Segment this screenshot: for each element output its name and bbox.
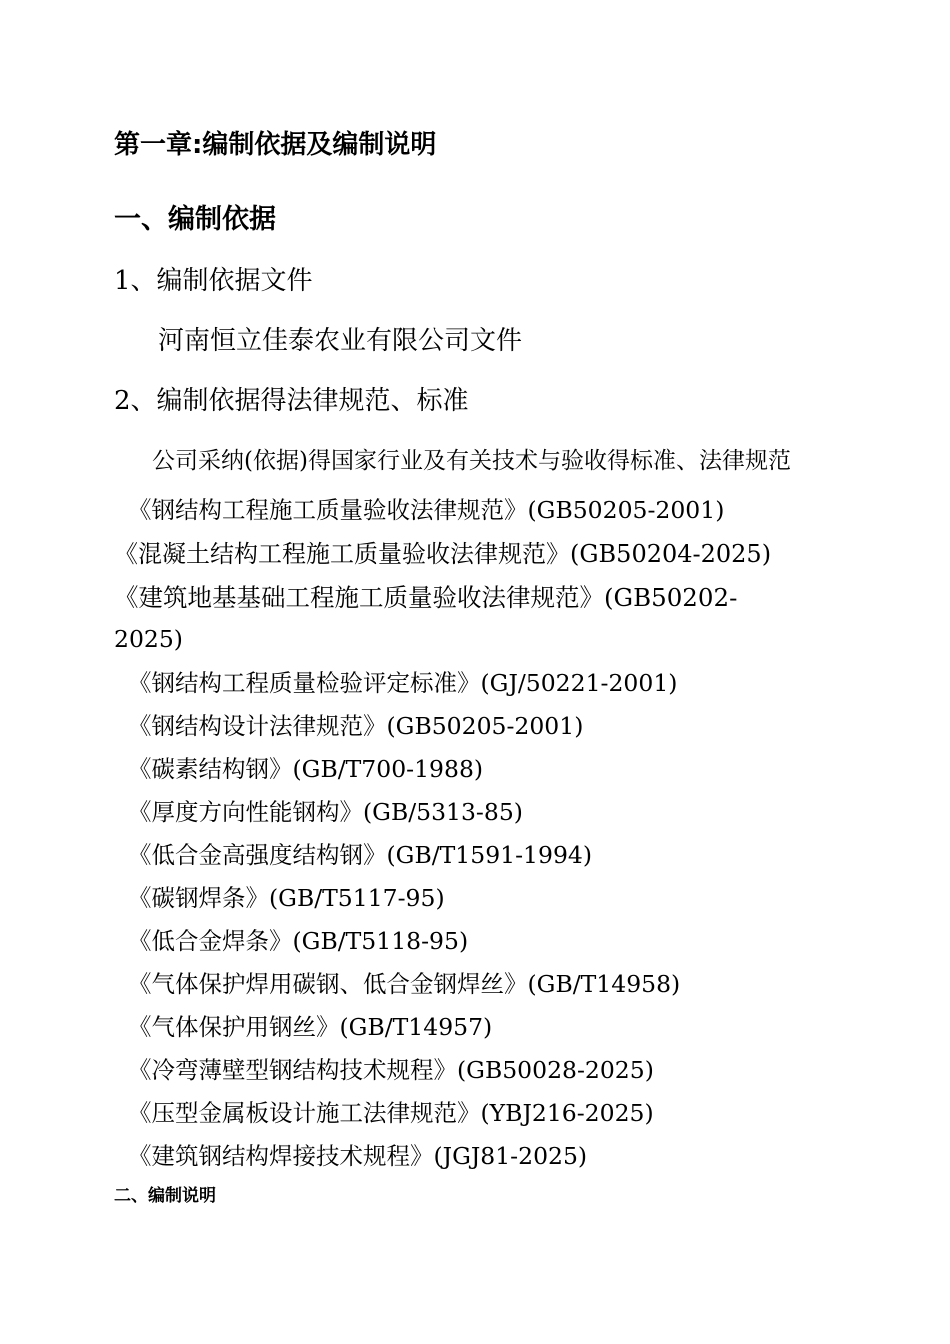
standard-item: 《钢结构设计法律规范》(GB50205-2001) <box>128 712 584 740</box>
standard-item: 《碳素结构钢》(GB/T700-1988) <box>128 755 484 783</box>
standard-item: 《钢结构工程质量检验评定标准》(GJ/50221-2001) <box>128 669 678 697</box>
standard-item: 《气体保护用钢丝》(GB/T14957) <box>128 1013 493 1041</box>
standard-item: 《低合金焊条》(GB/T5118-95) <box>128 927 469 955</box>
standards-intro: 公司采纳(依据)得国家行业及有关技术与验收得标准、法律规范 <box>152 448 791 474</box>
standard-item: 《气体保护焊用碳钢、低合金钢焊丝》(GB/T14958) <box>128 970 681 998</box>
chapter-title: 第一章:编制依据及编制说明 <box>114 130 437 160</box>
standard-item: 《钢结构工程施工质量验收法律规范》(GB50205-2001) <box>128 496 725 524</box>
item-laws-standards: 2、编制依据得法律规范、标准 <box>114 386 469 416</box>
item-basis-documents: 1、编制依据文件 <box>114 266 313 296</box>
standard-item: 《碳钢焊条》(GB/T5117-95) <box>128 884 445 912</box>
standard-item: 《建筑钢结构焊接技术规程》(JGJ81-2025) <box>128 1142 588 1170</box>
basis-document-text: 河南恒立佳泰农业有限公司文件 <box>158 326 523 356</box>
standard-item: 《低合金高强度结构钢》(GB/T1591-1994) <box>128 841 593 869</box>
section-heading-basis: 一、编制依据 <box>114 204 276 235</box>
standard-item: 《混凝土结构工程施工质量验收法律规范》(GB50204-2025) <box>114 540 772 568</box>
standard-item: 《压型金属板设计施工法律规范》(YBJ216-2025) <box>128 1099 654 1127</box>
section-heading-notes: 二、编制说明 <box>114 1186 216 1206</box>
standard-item: 2025) <box>114 625 183 653</box>
standard-item: 《建筑地基基础工程施工质量验收法律规范》(GB50202- <box>114 583 738 612</box>
standard-item: 《厚度方向性能钢构》(GB/5313-85) <box>128 798 523 826</box>
standard-item: 《冷弯薄壁型钢结构技术规程》(GB50028-2025) <box>128 1056 654 1084</box>
